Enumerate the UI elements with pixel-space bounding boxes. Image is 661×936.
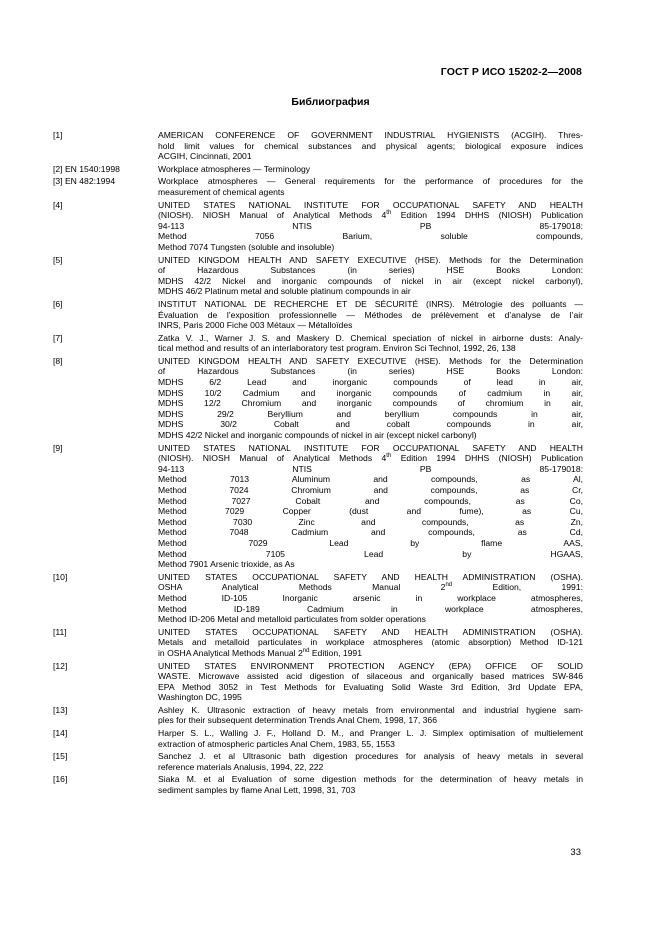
entry-line: UNITED KINGDOM HEALTH AND SAFETY EXECUTIVE (HSE). Methods for the Determination: [158, 355, 583, 366]
bibliography-entry: [53, 774, 583, 795]
entry-reference: [14]: [53, 728, 68, 739]
entry-line: Method ID-189 Cadmium in workplace atmospheres,: [158, 603, 583, 614]
entry-line: ACGIH, Cincinnati, 2001: [158, 151, 252, 162]
entry-line: Method ID-105 Inorganic arsenic in workplace atmospheres,: [158, 592, 583, 603]
entry-reference: [12]: [53, 660, 68, 671]
entry-line: Method 7105 Lead by HGAAS,: [158, 548, 583, 559]
entry-line: Method 7056 Barium, soluble compounds,: [158, 231, 583, 242]
entry-line: Ashley K. Ultrasonic extraction of heavy metals from environmental and industrial hygiene sam-: [158, 704, 583, 715]
entry-line: reference materials Analusis, 1994, 22, 222: [158, 761, 324, 772]
entry-line: EPA Method 3052 in Test Methods for Evaluating Solid Waste 3rd Edition, 3rd Update EPA,: [158, 681, 583, 692]
entry-text: [158, 443, 583, 570]
entry-reference: [16]: [53, 774, 68, 785]
entry-line: Method 7048 Cadmium and compounds, as Cd,: [158, 527, 583, 538]
entry-text: [158, 176, 583, 197]
entry-line: UNITED STATES OCCUPATIONAL SAFETY AND HEALTH ADMINISTRATION (OSHA).: [158, 626, 583, 637]
entry-line: MDHS 42/2 Nickel and inorganic compounds of nickel in air (except nickel carbonyl),: [158, 275, 583, 286]
entry-line: Siaka M. et al Evaluation of some digestion methods for the determination of heavy metals in: [158, 774, 583, 785]
entry-line: Workplace atmospheres — General requirements for the performance of procedures for the: [158, 176, 583, 187]
entry-text: [158, 255, 583, 297]
entry-text: [158, 356, 583, 441]
entry-reference: [9]: [53, 442, 63, 453]
entry-reference: [8]: [53, 355, 63, 366]
bibliography-entry: [53, 661, 583, 703]
entry-text: [158, 130, 583, 162]
entry-reference: [4]: [53, 199, 63, 210]
entry-line: Method 7030 Zinc and compounds, as Zn,: [158, 516, 583, 527]
entry-line: AMERICAN CONFERENCE OF GOVERNMENT INDUSTRIAL HYGIENISTS (ACGIH). Thres-: [158, 130, 583, 140]
bibliography-entry: [53, 728, 583, 749]
bibliography-entry: [53, 443, 583, 570]
entry-text: [158, 774, 583, 795]
bibliography-entry: [53, 176, 583, 197]
entry-line: Method 7901 Arsenic trioxide, as As: [158, 559, 295, 570]
entry-line: Sanchez J. et al Ultrasonic bath digestion procedures for analysis of heavy metals in several: [158, 751, 583, 762]
entry-text: [158, 627, 583, 659]
bibliography-entry: [53, 705, 583, 726]
entry-line: Method 7024 Chromium and compounds, as Cr,: [158, 485, 583, 495]
entry-line: Harper S. L., Walling J. F., Holland D. M., and Pranger L. J. Simplex optimisation of multielement: [158, 728, 583, 739]
entry-line: Zatka V. J., Warner J. S. and Maskery D. Chemical speciation of nickel in airborne dusts: Analy-: [158, 332, 583, 343]
bibliography-title: Библиография: [291, 96, 370, 108]
entry-line: hold limit values for chemical substances and physical agents; biological exposure indices: [158, 140, 583, 151]
entry-line: ples for their subsequent determination Trends Anal Chem, 1998, 17, 366: [158, 715, 437, 726]
entry-line: (NIOSH). NIOSH Manual of Analytical Methods 4th Edition 1994 DHHS (NIOSH) Publication: [158, 453, 583, 464]
entry-text: [158, 661, 583, 703]
entry-reference: [1]: [53, 130, 63, 140]
entry-text: [158, 572, 583, 625]
entry-line: Workplace atmospheres — Terminology: [158, 163, 311, 174]
entry-line: UNITED KINGDOM HEALTH AND SAFETY EXECUTIVE (HSE). Methods for the Determination: [158, 254, 583, 265]
entry-line: Method 7029 Copper (dust and fume), as Cu,: [158, 506, 583, 517]
entry-line: MDHS 30/2 Cobalt and cobalt compounds in air,: [158, 419, 583, 430]
entry-line: MDHS 46/2 Platinum metal and soluble platinum compounds in air: [158, 286, 411, 297]
entry-text: [158, 728, 583, 749]
entry-line: extraction of atmospheric particles Anal Chem, 1983, 55, 1553: [158, 738, 395, 749]
entry-text: [158, 200, 583, 253]
entry-reference: [2] EN 1540:1998: [53, 163, 120, 174]
entry-line: sediment samples by flame Anal Lett, 1998, 31, 703: [158, 785, 356, 796]
bibliography-list: [53, 130, 583, 798]
bibliography-entry: [53, 627, 583, 659]
entry-line: MDHS 42/2 Nickel and inorganic compounds of nickel in air (except nickel carbonyl): [158, 430, 477, 441]
bibliography-entry: [53, 200, 583, 253]
entry-line: measurement of chemical agents: [158, 186, 285, 197]
entry-text: [158, 299, 583, 331]
entry-line: UNITED STATES OCCUPATIONAL SAFETY AND HEALTH ADMINISTRATION (OSHA).: [158, 571, 583, 582]
entry-line: Method ID-206 Metal and metalloid particulates from solder operations: [158, 614, 426, 625]
entry-line: INRS, Paris 2000 Fiche 003 Métaux — Métalloïdes: [158, 320, 353, 331]
entry-line: of Hazardous Substances (in series) HSE Books London:: [158, 265, 583, 276]
bibliography-entry: [53, 333, 583, 354]
entry-reference: [11]: [53, 626, 67, 637]
entry-line: UNITED STATES NATIONAL INSTITUTE FOR OCCUPATIONAL SAFETY AND HEALTH: [158, 199, 583, 210]
entry-line: MDHS 6/2 Lead and inorganic compounds of lead in air,: [158, 377, 583, 388]
entry-text: [158, 333, 583, 354]
entry-text: [158, 705, 583, 726]
entry-line: (NIOSH). NIOSH Manual of Analytical Methods 4th Edition 1994 DHHS (NIOSH) Publication: [158, 210, 583, 221]
entry-line: Metals and metalloid particulates in workplace atmospheres (atomic absorption) Method ID-121: [158, 637, 583, 648]
entry-line: INSTITUT NATIONAL DE RECHERCHE ET DE SÉCURITÉ (INRS). Métrologie des polluants —: [158, 298, 583, 309]
bibliography-entry: [53, 130, 583, 162]
entry-line: WASTE. Microwave assisted acid digestion of silaceous and organically based matrices SW-846: [158, 671, 583, 682]
entry-line: Method 7013 Aluminum and compounds, as Al,: [158, 474, 583, 485]
entry-line: Method 7029 Lead by flame AAS,: [158, 537, 583, 548]
entry-reference: [6]: [53, 298, 63, 309]
entry-line: Method 7027 Cobalt and compounds, as Co,: [158, 495, 583, 506]
bibliography-entry: [53, 299, 583, 331]
entry-reference: [13]: [53, 704, 68, 715]
entry-line: OSHA Analytical Methods Manual 2nd Edition, 1991:: [158, 582, 583, 593]
entry-line: of Hazardous Substances (in series) HSE Books London:: [158, 366, 583, 377]
entry-line: UNITED STATES NATIONAL INSTITUTE FOR OCCUPATIONAL SAFETY AND HEALTH: [158, 442, 583, 453]
entry-reference: [3] EN 482:1994: [53, 176, 116, 187]
bibliography-entry: [53, 572, 583, 625]
entry-line: Washington DC, 1995: [158, 692, 242, 703]
entry-reference: [10]: [53, 571, 68, 582]
entry-line: MDHS 29/2 Beryllium and beryllium compounds in air,: [158, 408, 583, 419]
entry-reference: [5]: [53, 254, 63, 265]
entry-line: UNITED STATES ENVIRONMENT PROTECTION AGENCY (EPA) OFFICE OF SOLID: [158, 660, 583, 671]
entry-reference: [7]: [53, 332, 63, 343]
entry-text: [158, 751, 583, 772]
entry-line: Évaluation de l’exposition professionnelle — Méthodes de prélèvement et d’analyse de l’air: [158, 309, 583, 320]
page-number: 33: [570, 847, 581, 858]
entry-line: tical method and results of an interlaboratory test program. Environ Sci Technol, 1992, 26, 138: [158, 343, 516, 354]
entry-line: Method 7074 Tungsten (soluble and insoluble): [158, 241, 335, 252]
bibliography-entry: [53, 255, 583, 297]
entry-line: in OSHA Analytical Methods Manual 2nd Edition, 1991: [158, 647, 362, 658]
bibliography-entry: [53, 164, 583, 175]
bibliography-entry: [53, 751, 583, 772]
entry-reference: [15]: [53, 751, 68, 762]
entry-text: [158, 164, 583, 175]
entry-line: 94-113 NTIS PB 85-179018:: [158, 463, 583, 474]
entry-line: MDHS 12/2 Chromium and inorganic compounds of chromium in air,: [158, 398, 583, 409]
entry-line: MDHS 10/2 Cadmium and inorganic compounds of cadmium in air,: [158, 387, 583, 398]
entry-line: 94-113 NTIS PB 85-179018:: [158, 220, 583, 231]
bibliography-entry: [53, 356, 583, 441]
standard-designation: ГОСТ Р ИСО 15202-2—2008: [440, 66, 582, 78]
